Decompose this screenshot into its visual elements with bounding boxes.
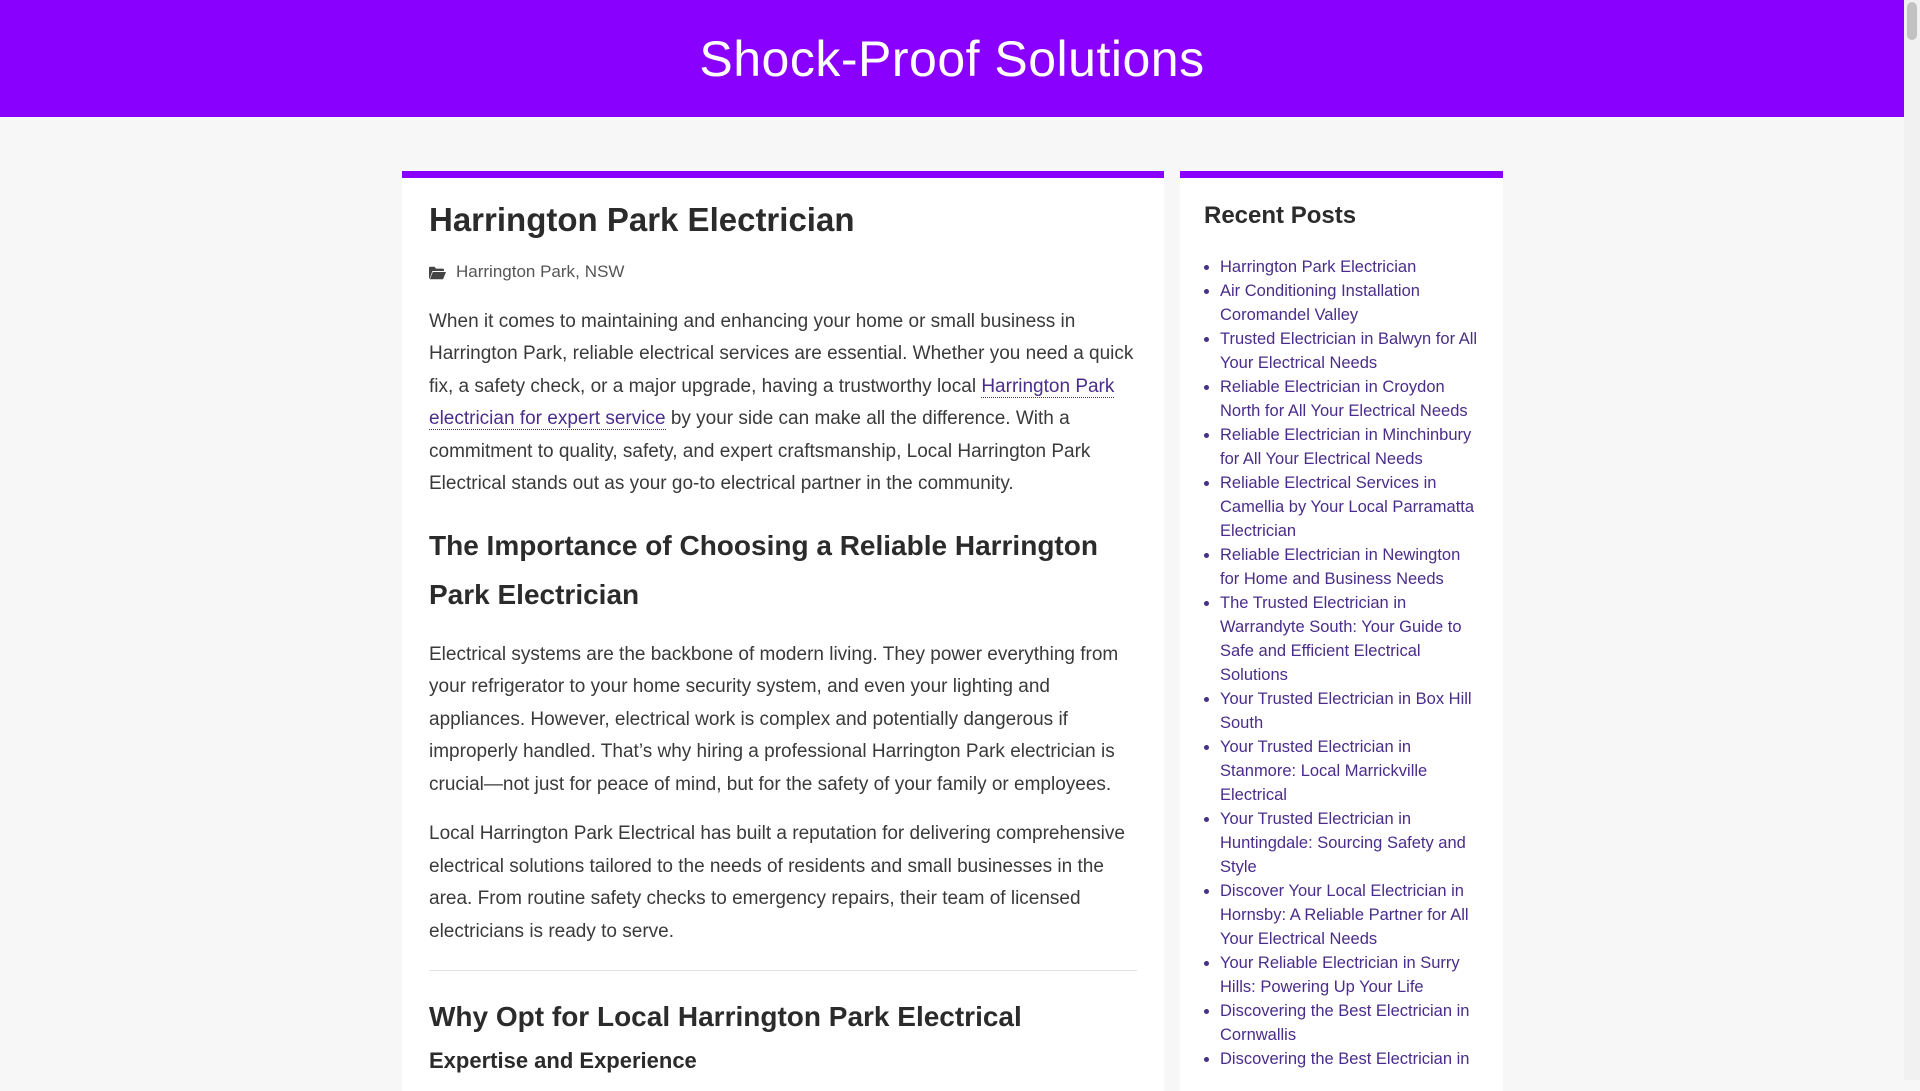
category-link-nsw[interactable]: NSW bbox=[584, 261, 625, 281]
recent-post-item bbox=[1220, 687, 1479, 735]
recent-post-item bbox=[1220, 1047, 1479, 1071]
intro-text-before-link: When it comes to maintaining and enhancing your home or small business in Harrington Park, reliable electrical services are essential. Whether you need a quick fix, a safety check, or a major upgrade, having a trustworthy local bbox=[429, 310, 1134, 397]
sidebar-recent-posts bbox=[1180, 171, 1503, 1091]
recent-post-link[interactable]: Reliable Electrician in Newington for Home and Business Needs bbox=[1220, 546, 1461, 589]
folder-icon bbox=[429, 265, 446, 279]
recent-post-link[interactable]: Reliable Electrical Services in Camellia by Your Local Parramatta Electrician bbox=[1220, 474, 1475, 541]
category-link-harrington-park[interactable]: Harrington Park bbox=[456, 261, 576, 281]
section-divider bbox=[429, 970, 1137, 971]
recent-post-item bbox=[1220, 327, 1479, 375]
recent-post-link[interactable]: Discovering the Best Electrician in Cornwallis bbox=[1220, 1002, 1470, 1045]
recent-post-link[interactable]: Trusted Electrician in Balwyn for All Your Electrical Needs bbox=[1220, 330, 1478, 373]
recent-post-item bbox=[1220, 591, 1479, 687]
recent-post-item bbox=[1220, 951, 1479, 999]
article-card bbox=[402, 171, 1164, 1091]
site-header bbox=[0, 0, 1904, 117]
subheading-expertise: Expertise and Experience bbox=[429, 1048, 697, 1074]
recent-post-link[interactable]: Harrington Park Electrician bbox=[1220, 258, 1417, 277]
recent-posts-list bbox=[1204, 255, 1479, 1071]
recent-post-item bbox=[1220, 999, 1479, 1047]
recent-post-link[interactable]: Your Trusted Electrician in Stanmore: Local Marrickville Electrical bbox=[1220, 738, 1428, 805]
recent-post-item bbox=[1220, 279, 1479, 327]
recent-post-item bbox=[1220, 423, 1479, 471]
site-title-link[interactable]: Shock-Proof Solutions bbox=[699, 30, 1205, 87]
recent-post-link[interactable]: Air Conditioning Installation Coromandel Valley bbox=[1220, 282, 1420, 325]
recent-post-link[interactable]: Discovering the Best Electrician in bbox=[1220, 1050, 1470, 1069]
scrollbar-thumb[interactable] bbox=[1907, 2, 1917, 40]
recent-post-link[interactable]: Your Trusted Electrician in Box Hill South bbox=[1220, 690, 1472, 733]
paragraph-reputation: Local Harrington Park Electrical has built a reputation for delivering comprehensive electrical solutions tailored to the needs of residents and small businesses in the area. From routine safety checks to emergency repairs, their team of licensed electricians is ready to serve. bbox=[429, 823, 1125, 942]
intro-paragraph bbox=[429, 306, 1137, 501]
recent-post-item bbox=[1220, 735, 1479, 807]
recent-post-item bbox=[1220, 471, 1479, 543]
category-separator: , bbox=[575, 261, 580, 281]
section-heading-importance: The Importance of Choosing a Reliable Harrington Park Electrician bbox=[429, 529, 1098, 610]
intro-text-after-link: by your side can make all the difference. With a commitment to quality, safety, and expert craftsmanship, Local Harrington Park Electrical stands out as your go-to electrical partner in the community. bbox=[429, 408, 1091, 495]
recent-post-link[interactable]: Your Reliable Electrician in Surry Hills: Powering Up Your Life bbox=[1220, 954, 1460, 997]
recent-posts-title: Recent Posts bbox=[1204, 202, 1357, 229]
recent-post-link[interactable]: Your Trusted Electrician in Huntingdale: Sourcing Safety and Style bbox=[1220, 810, 1466, 877]
recent-post-link[interactable]: Reliable Electrician in Minchinbury for All Your Electrical Needs bbox=[1220, 426, 1472, 469]
recent-post-item bbox=[1220, 543, 1479, 591]
recent-post-item bbox=[1220, 807, 1479, 879]
harrington-park-electrician-link[interactable]: Harrington Park electrician for expert service bbox=[429, 375, 1115, 430]
recent-post-link[interactable]: The Trusted Electrician in Warrandyte South: Your Guide to Safe and Efficient Electrical Solutions bbox=[1220, 594, 1462, 685]
recent-post-item bbox=[1220, 255, 1479, 279]
recent-post-item bbox=[1220, 879, 1479, 951]
paragraph-electrical-systems: Electrical systems are the backbone of modern living. They power everything from your refrigerator to your home security system, and even your lighting and appliances. However, electrical work is complex and potentially dangerous if improperly handled. That’s why hiring a professional Harrington Park electrician is crucial—not just for peace of mind, but for the safety of your family or employees. bbox=[429, 643, 1119, 795]
section-heading-why-opt: Why Opt for Local Harrington Park Electrical bbox=[429, 1001, 1022, 1033]
post-meta bbox=[429, 262, 1137, 282]
recent-post-link[interactable]: Reliable Electrician in Croydon North for All Your Electrical Needs bbox=[1220, 378, 1468, 421]
post-title: Harrington Park Electrician bbox=[429, 201, 855, 238]
recent-post-item bbox=[1220, 375, 1479, 423]
page-scrollbar[interactable] bbox=[1904, 0, 1920, 1080]
recent-post-link[interactable]: Discover Your Local Electrician in Hornsby: A Reliable Partner for All Your Electrical Needs bbox=[1220, 882, 1469, 949]
